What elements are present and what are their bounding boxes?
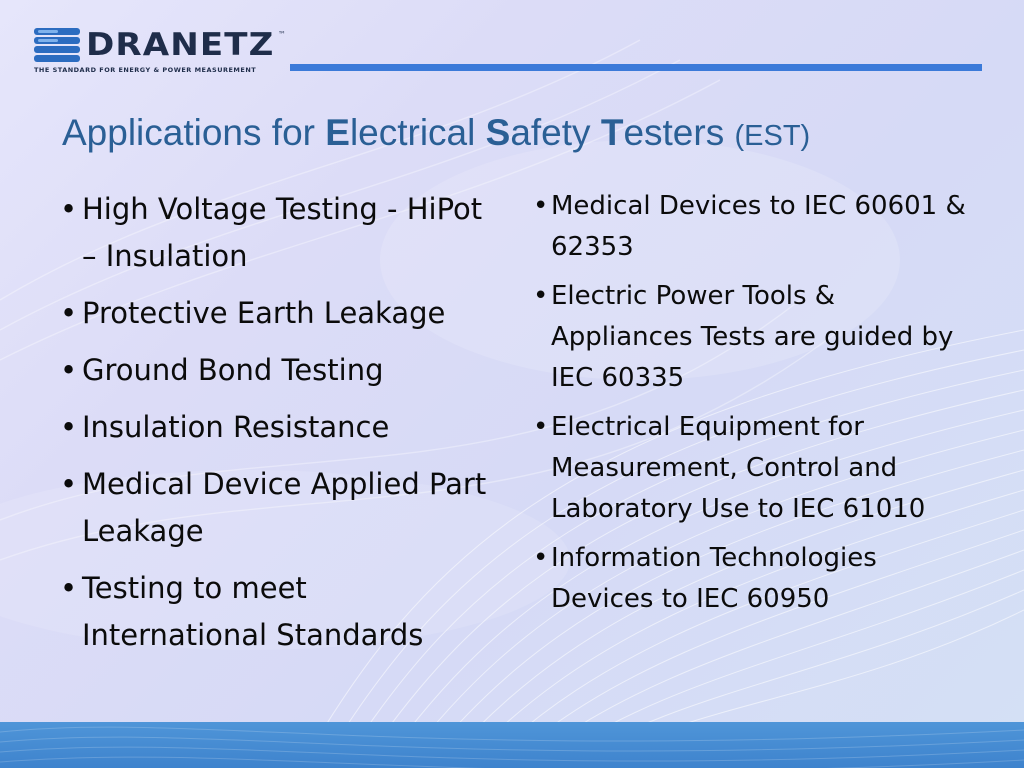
logo-wordmark: DRANETZ — [86, 27, 275, 63]
title-letter-e: E — [325, 112, 350, 153]
list-item — [533, 186, 973, 268]
list-item-text: • Electrical Equipment for Measurement, Control and Laboratory Use to IEC 61010 — [551, 412, 926, 524]
dranetz-logo — [34, 24, 284, 76]
list-item — [533, 538, 973, 620]
logo-tagline: THE STANDARD FOR ENERGY & POWER MEASUREMENT — [34, 66, 257, 74]
title-letter-s: S — [485, 112, 511, 153]
logo-trademark: ™ — [278, 30, 286, 39]
list-item-text: • Medical Device Applied Part Leakage — [82, 467, 487, 548]
title-part: afety — [510, 112, 601, 153]
title-letter-t: T — [600, 112, 624, 153]
list-item-text: • Ground Bond Testing — [82, 353, 384, 387]
list-item — [533, 407, 973, 530]
list-item — [60, 290, 500, 337]
list-item — [60, 565, 500, 659]
title-part: Applications for — [62, 112, 326, 153]
list-item — [60, 186, 500, 280]
list-item-text: • Testing to meet International Standards — [82, 571, 424, 652]
title-abbreviation: (EST) — [734, 120, 811, 152]
list-item-text: • Insulation Resistance — [82, 410, 390, 444]
dranetz-logo-mark-icon — [34, 28, 80, 62]
list-item-text: • High Voltage Testing - HiPot – Insulation — [82, 192, 483, 273]
title-part: lectrical — [349, 112, 486, 153]
list-item — [533, 276, 973, 399]
list-item-text: • Electric Power Tools & Appliances Tests are guided by IEC 60335 — [551, 281, 954, 393]
slide-title — [62, 108, 810, 161]
applications-list — [60, 186, 500, 669]
list-item-text: • Information Technologies Devices to IEC 60950 — [551, 543, 877, 614]
standards-list — [533, 186, 973, 628]
title-part: esters — [623, 112, 735, 153]
list-item-text: • Medical Devices to IEC 60601 & 62353 — [551, 191, 966, 262]
list-item — [60, 404, 500, 451]
footer-band-pattern — [0, 722, 1024, 768]
list-item — [60, 347, 500, 394]
list-item-text: • Protective Earth Leakage — [82, 296, 446, 330]
header-rule — [290, 64, 982, 71]
footer-band — [0, 722, 1024, 768]
list-item — [60, 461, 500, 555]
